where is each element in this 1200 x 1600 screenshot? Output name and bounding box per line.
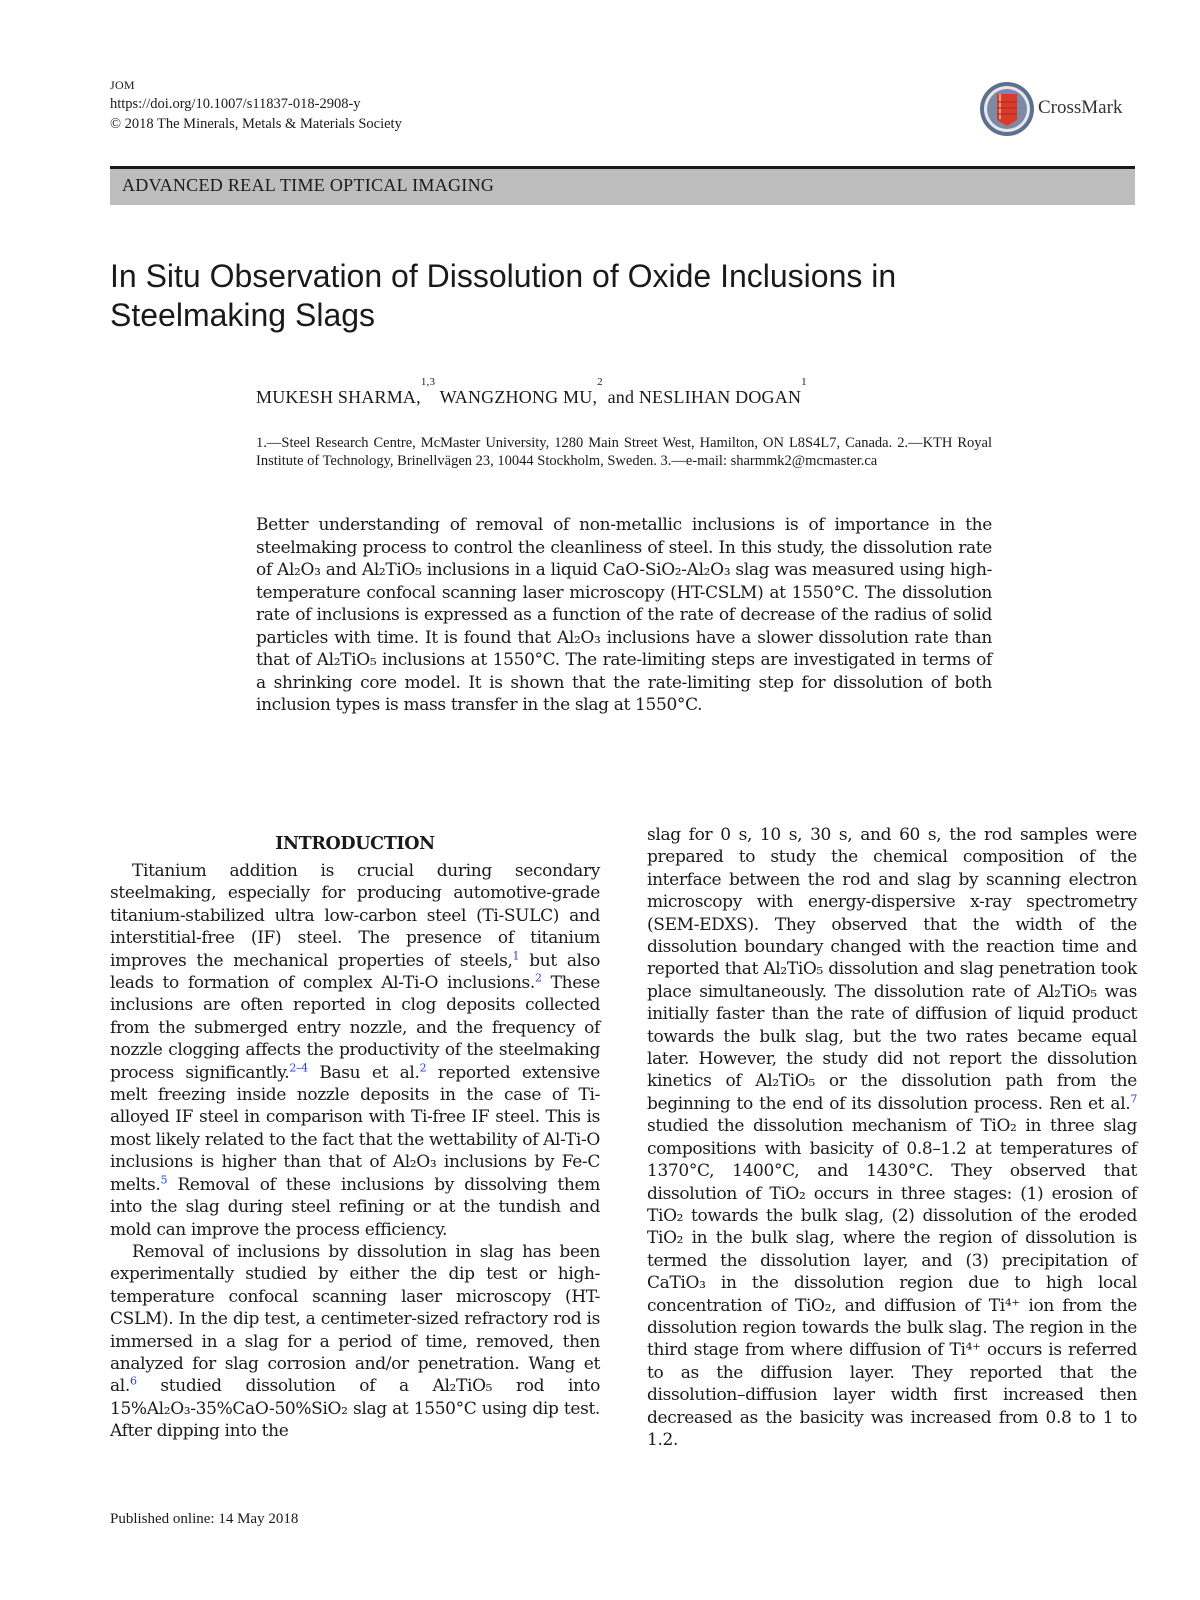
body-column-right bbox=[647, 824, 1137, 1451]
author-affil-sup: 1,3 bbox=[420, 376, 436, 388]
text-run: Titanium addition is crucial during secondary steelmaking, especially for producing automotive-grade titanium-stabilized ultra low-carbon steel (Ti-SULC) and interstitial-free (IF) steel. The presence of titanium improves the mechanical properties of steels, bbox=[110, 861, 600, 971]
journal-name: JOM bbox=[110, 78, 135, 92]
article-meta bbox=[110, 76, 402, 134]
text-run: These inclusions are often reported in clog deposits collected from the submerged entry nozzle, and the frequency of nozzle clogging affects the productivity of the steelmaking process significantly. bbox=[110, 973, 601, 1083]
citation-link[interactable]: 2 bbox=[419, 1061, 427, 1074]
citation-link[interactable]: 5 bbox=[160, 1173, 168, 1187]
topic-banner: ADVANCED REAL TIME OPTICAL IMAGING bbox=[110, 169, 1135, 205]
citation-link[interactable]: 2 bbox=[534, 971, 542, 985]
citation-link[interactable]: 2–4 bbox=[289, 1061, 308, 1074]
text-run: reported extensive melt freezing inside nozzle deposits in the case of Ti-alloyed IF steel in comparison with Ti-free IF steel. This is most likely related to the fact that the wettability of Al-Ti-O inclusions is higher than that of Al₂O₃ inclusions by Fe-C melts. bbox=[110, 1062, 600, 1195]
paragraph bbox=[110, 860, 600, 1241]
author-affil-sup: 1 bbox=[801, 376, 807, 388]
paragraph bbox=[110, 1241, 600, 1443]
text-run: slag for 0 s, 10 s, 30 s, and 60 s, the rod samples were prepared to study the chemical composition of the interface between the rod and slag by scanning electron microscopy with energy-dispersive x-ray spectrometry (SEM-EDXS). They observed that the width of the dissolution boundary changed with the reaction time and reported that Al₂TiO₅ dissolution and slag penetration took place simultaneously. The dissolution rate of Al₂TiO₅ was initially faster than the rate of diffusion of liquid product towards the bulk slag, but the two rates became equal later. However, the study did not report the dissolution kinetics of Al₂TiO₅ or the dissolution path from the beginning to the end of its dissolution process. Ren et al. bbox=[647, 825, 1137, 1114]
citation-link[interactable]: 7 bbox=[1130, 1092, 1137, 1106]
crossmark-icon bbox=[978, 80, 1036, 138]
author-affil-sup: 2 bbox=[597, 376, 603, 388]
copyright-line: © 2018 The Minerals, Metals & Materials Society bbox=[110, 116, 402, 132]
text-run: Removal of inclusions by dissolution in slag has been experimentally studied by either the dip test or high-temperature confocal scanning laser microscopy (HT-CSLM). In the dip test, a centimeter-sized refractory rod is immersed in a slag for a period of time, removed, then analyzed for slag corrosion and/or penetration. Wang et al. bbox=[110, 1241, 600, 1397]
author-name: and NESLIHAN DOGAN bbox=[607, 387, 802, 407]
citation-link[interactable]: 1 bbox=[512, 948, 520, 962]
crossmark-badge[interactable] bbox=[978, 80, 1128, 138]
citation-link[interactable]: 6 bbox=[129, 1374, 137, 1388]
doi-link[interactable]: https://doi.org/10.1007/s11837-018-2908-y bbox=[110, 96, 361, 112]
crossmark-label: CrossMark bbox=[1038, 97, 1123, 118]
body-column-left bbox=[110, 832, 600, 1443]
affiliations: 1.—Steel Research Centre, McMaster University, 1280 Main Street West, Hamilton, ON L8S4L7, Canada. 2.—KTH Royal Institute of Technology, Brinellvägen 23, 10044 Stockholm, Sweden. 3.—e-mail: sharmmk2@mcmaster.ca bbox=[256, 435, 992, 469]
author-list bbox=[256, 376, 807, 409]
published-date: Published online: 14 May 2018 bbox=[110, 1511, 299, 1527]
paragraph bbox=[647, 824, 1137, 1451]
text-run: Removal of these inclusions by dissolving them into the slag during steel refining or at the tundish and mold can improve the process efficiency. bbox=[110, 1174, 600, 1240]
abstract: Better understanding of removal of non-metallic inclusions is of importance in the steelmaking process to control the cleanliness of steel. In this study, the dissolution rate of Al₂O₃ and Al₂TiO₅ inclusions in a liquid CaO-SiO₂-Al₂O₃ slag was measured using high-temperature confocal scanning laser microscopy (HT-CSLM) at 1550°C. The dissolution rate of inclusions is expressed as a function of the rate of decrease of the radius of solid particles with time. It is found that Al₂O₃ inclusions have a slower dissolution rate than that of Al₂TiO₅ inclusions at 1550°C. The rate-limiting steps are investigated in terms of a shrinking core model. It is shown that the rate-limiting step for dissolution of both inclusion types is mass transfer in the slag at 1550°C. bbox=[256, 515, 992, 715]
text-run: Basu et al. bbox=[307, 1062, 420, 1083]
section-heading: INTRODUCTION bbox=[275, 834, 435, 854]
author-name: MUKESH SHARMA, bbox=[256, 387, 421, 407]
text-run: studied dissolution of a Al₂TiO₅ rod into 15%Al₂O₃-35%CaO-50%SiO₂ slag at 1550°C using dip test. After dipping into the bbox=[110, 1376, 600, 1442]
author-name: WANGZHONG MU, bbox=[439, 387, 598, 407]
text-run: studied the dissolution mechanism of TiO₂ in three slag compositions with basicity of 0.8–1.2 at temperatures of 1370°C, 1400°C, and 1430°C. They observed that dissolution of TiO₂ occurs in three stages: (1) erosion of TiO₂ towards the bulk slag, (2) dissolution of the eroded TiO₂ in the bulk slag, where the region of dissolution is termed the dissolution layer, and (3) precipitation of CaTiO₃ in the dissolution region due to high local concentration of TiO₂, and diffusion of Ti⁴⁺ ion from the dissolution region towards the bulk slag. The region in the third stage from where diffusion of Ti⁴⁺ occurs is referred to as the diffusion layer. They reported that the dissolution–diffusion layer width first increased then decreased as the basicity was increased from 0.8 to 1 to 1.2. bbox=[647, 1116, 1137, 1450]
text-run: but also leads to formation of complex Al-Ti-O inclusions. bbox=[110, 950, 600, 994]
article-title: In Situ Observation of Dissolution of Oxide Inclusions in Steelmaking Slags bbox=[110, 258, 897, 333]
